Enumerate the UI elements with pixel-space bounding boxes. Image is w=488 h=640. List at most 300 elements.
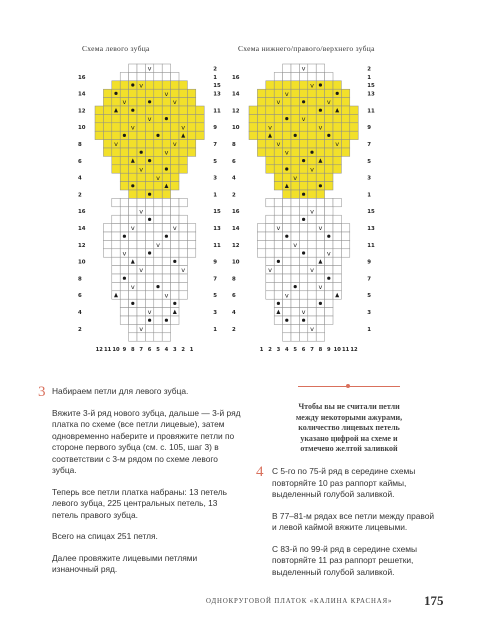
chart-cell bbox=[120, 156, 128, 164]
knit-dot-symbol bbox=[285, 319, 288, 322]
chart-cell bbox=[196, 131, 204, 139]
chart-cell bbox=[291, 198, 299, 206]
chart-cell bbox=[257, 140, 265, 148]
chart-cell bbox=[179, 232, 187, 240]
knit-v-symbol: v bbox=[310, 325, 314, 333]
chart-cell bbox=[137, 198, 145, 206]
chart-cell bbox=[316, 232, 324, 240]
chart-cell bbox=[299, 240, 307, 248]
page-number: 175 bbox=[424, 593, 444, 608]
knit-v-symbol: v bbox=[164, 89, 169, 98]
chart-cell bbox=[120, 123, 128, 131]
chart-cell bbox=[137, 156, 145, 164]
chart-cell bbox=[112, 274, 120, 282]
chart-cell bbox=[103, 114, 111, 122]
chart-cell bbox=[283, 140, 291, 148]
column-number: 7 bbox=[310, 347, 314, 354]
chart-cell bbox=[333, 274, 341, 282]
chart-cell bbox=[145, 140, 153, 148]
chart-cell bbox=[308, 232, 316, 240]
chart-cell bbox=[316, 140, 324, 148]
chart-cell bbox=[171, 72, 179, 80]
knit-dot-symbol bbox=[294, 285, 297, 288]
chart-cell bbox=[179, 224, 187, 232]
row-number-left: 2 bbox=[232, 192, 236, 199]
chart-cell bbox=[283, 190, 291, 198]
chart-cell bbox=[283, 198, 291, 206]
chart-cell bbox=[137, 123, 145, 131]
chart-cell bbox=[333, 148, 341, 156]
step-3-paragraph: Всего на спицах 251 петля. bbox=[52, 531, 158, 541]
knit-dot-symbol bbox=[165, 167, 168, 170]
row-number-right: 9 bbox=[367, 125, 371, 132]
chart-cell bbox=[283, 207, 291, 215]
chart-cell bbox=[112, 198, 120, 206]
chart-cell bbox=[145, 291, 153, 299]
chart-cell bbox=[325, 173, 333, 181]
chart-cell bbox=[137, 274, 145, 282]
chart-cell bbox=[112, 165, 120, 173]
chart-cell bbox=[179, 81, 187, 89]
chart-cell bbox=[145, 282, 153, 290]
knit-v-symbol: v bbox=[310, 207, 314, 216]
chart-cell bbox=[103, 148, 111, 156]
row-number-right: 15 bbox=[213, 209, 221, 216]
chart-cell bbox=[274, 173, 282, 181]
chart-cell bbox=[308, 89, 316, 97]
chart-cell bbox=[274, 215, 282, 223]
chart-cell bbox=[341, 224, 349, 232]
chart-cell bbox=[103, 131, 111, 139]
chart-cell bbox=[137, 215, 145, 223]
column-number: 1 bbox=[259, 347, 264, 354]
chart-cell bbox=[283, 308, 291, 316]
chart-cell bbox=[316, 98, 324, 106]
chart-cell bbox=[274, 156, 282, 164]
chart-cell bbox=[274, 72, 282, 80]
row-number-left: 4 bbox=[78, 175, 82, 182]
chart-cell bbox=[112, 232, 120, 240]
chart-cell bbox=[154, 316, 162, 324]
chart-cell bbox=[325, 106, 333, 114]
column-number: 5 bbox=[156, 347, 160, 354]
chart-cell bbox=[154, 299, 162, 307]
chart-cell bbox=[299, 282, 307, 290]
chart-cell bbox=[154, 140, 162, 148]
chart-cell bbox=[299, 198, 307, 206]
knit-v-symbol: v bbox=[130, 123, 135, 132]
chart-cell bbox=[291, 215, 299, 223]
chart-cell bbox=[308, 257, 316, 265]
knit-dot-symbol bbox=[327, 277, 330, 280]
chart-cell bbox=[308, 64, 316, 72]
column-number: 4 bbox=[164, 347, 169, 354]
knit-dot-symbol bbox=[285, 167, 288, 170]
chart-cell bbox=[333, 224, 341, 232]
chart-cell bbox=[291, 299, 299, 307]
chart-cell bbox=[299, 324, 307, 332]
knit-dot-symbol bbox=[148, 251, 151, 254]
row-number-right: 9 bbox=[367, 259, 371, 266]
column-number: 12 bbox=[350, 347, 358, 354]
row-number-left: 4 bbox=[232, 310, 236, 316]
chart-cell bbox=[333, 131, 341, 139]
chart-cell bbox=[129, 240, 137, 248]
chart-cell bbox=[162, 257, 170, 265]
knit-v-symbol: v bbox=[318, 123, 323, 132]
chart-cell bbox=[350, 131, 358, 139]
chart-cell bbox=[171, 215, 179, 223]
chart-cell bbox=[154, 190, 162, 198]
chart-cell bbox=[341, 232, 349, 240]
knit-dot-symbol bbox=[131, 109, 134, 112]
row-number-right: 9 bbox=[213, 259, 217, 266]
chart-cell bbox=[266, 240, 274, 248]
chart-cell bbox=[291, 316, 299, 324]
chart-cell bbox=[120, 291, 128, 299]
chart-cell bbox=[129, 324, 137, 332]
row-number-right: 1 bbox=[213, 326, 217, 333]
chart-cell bbox=[154, 249, 162, 257]
chart-cell bbox=[120, 240, 128, 248]
chart-cell bbox=[316, 131, 324, 139]
chart-cell bbox=[129, 207, 137, 215]
chart-cell bbox=[129, 291, 137, 299]
knit-dot-symbol bbox=[173, 260, 176, 263]
chart-cell bbox=[333, 232, 341, 240]
knit-v-symbol: v bbox=[301, 115, 306, 123]
row-number-right: 7 bbox=[213, 142, 217, 148]
column-number: 8 bbox=[318, 347, 323, 354]
knit-v-symbol: v bbox=[276, 98, 281, 107]
row-number-right: 2 bbox=[213, 66, 217, 73]
chart-cell bbox=[145, 123, 153, 131]
chart-cell bbox=[291, 81, 299, 89]
chart-cell bbox=[162, 274, 170, 282]
chart-cell bbox=[257, 98, 265, 106]
chart-cell bbox=[137, 232, 145, 240]
chart-cell bbox=[95, 131, 103, 139]
chart-cell bbox=[179, 198, 187, 206]
chart-cell bbox=[274, 123, 282, 131]
chart-cell bbox=[333, 198, 341, 206]
chart-cell bbox=[274, 240, 282, 248]
row-number-left: 2 bbox=[232, 326, 236, 333]
chart-cell bbox=[291, 64, 299, 72]
chart-cell bbox=[171, 240, 179, 248]
column-number: 7 bbox=[139, 347, 144, 354]
row-number-right: 1 bbox=[367, 192, 371, 199]
chart-cell bbox=[162, 198, 170, 206]
chart-cell bbox=[316, 165, 324, 173]
row-number-left: 6 bbox=[232, 293, 236, 300]
knit-v-symbol: v bbox=[139, 81, 144, 90]
chart-cell bbox=[299, 232, 307, 240]
row-number-left: 14 bbox=[78, 91, 86, 98]
knit-v-symbol: v bbox=[293, 241, 298, 249]
chart-cell bbox=[129, 190, 137, 198]
chart-cell bbox=[316, 308, 324, 316]
knit-dot-symbol bbox=[165, 319, 168, 322]
chart-cell bbox=[308, 240, 316, 248]
knit-dot-symbol bbox=[285, 235, 288, 238]
chart-cell bbox=[333, 156, 341, 164]
chart-cell bbox=[179, 156, 187, 164]
chart-cell bbox=[291, 207, 299, 215]
knit-v-symbol: v bbox=[147, 308, 152, 317]
chart-cell bbox=[291, 72, 299, 80]
chart-cell bbox=[196, 114, 204, 122]
chart-cell bbox=[171, 198, 179, 206]
chart-cell bbox=[154, 98, 162, 106]
chart-cell bbox=[171, 89, 179, 97]
chart-cell bbox=[299, 173, 307, 181]
row-number-right: 3 bbox=[213, 175, 217, 182]
chart-cell bbox=[120, 282, 128, 290]
knit-v-symbol: v bbox=[139, 266, 144, 275]
chart-cell bbox=[120, 308, 128, 316]
chart-cell bbox=[154, 81, 162, 89]
chart-cell bbox=[291, 308, 299, 316]
chart-cell bbox=[291, 249, 299, 257]
chart-cell bbox=[308, 123, 316, 131]
chart-cell bbox=[129, 316, 137, 324]
chart-cell bbox=[129, 148, 137, 156]
chart-cell bbox=[257, 106, 265, 114]
chart-cell bbox=[145, 106, 153, 114]
chart-cell bbox=[137, 131, 145, 139]
chart-cell bbox=[154, 123, 162, 131]
chart-cell bbox=[325, 198, 333, 206]
row-number-right: 3 bbox=[367, 175, 371, 182]
row-number-left: 10 bbox=[78, 259, 86, 266]
chart-right-title: Схема нижнего/правого/верхнего зубца bbox=[238, 44, 375, 53]
chart-cell bbox=[179, 106, 187, 114]
chart-cell bbox=[171, 207, 179, 215]
column-number: 4 bbox=[284, 347, 289, 354]
chart-cell bbox=[196, 106, 204, 114]
row-number-right: 11 bbox=[367, 242, 375, 249]
knit-dot-symbol bbox=[165, 235, 168, 238]
chart-cell bbox=[308, 131, 316, 139]
row-number-right: 2 bbox=[367, 66, 371, 73]
chart-cell bbox=[154, 89, 162, 97]
chart-cell bbox=[274, 198, 282, 206]
chart-cell bbox=[316, 114, 324, 122]
chart-cell bbox=[341, 240, 349, 248]
row-number-left: 12 bbox=[78, 108, 86, 115]
chart-cell bbox=[325, 182, 333, 190]
row-number-right: 1 bbox=[213, 74, 217, 81]
chart-cell bbox=[308, 333, 316, 341]
column-number: 11 bbox=[341, 347, 350, 354]
chart-cell bbox=[308, 308, 316, 316]
chart-cell bbox=[266, 215, 274, 223]
chart-cell bbox=[162, 266, 170, 274]
chart-cell bbox=[316, 64, 324, 72]
knit-v-symbol: v bbox=[122, 98, 127, 107]
row-number-left: 12 bbox=[232, 108, 240, 115]
chart-cell bbox=[308, 190, 316, 198]
chart-cell bbox=[325, 308, 333, 316]
chart-cell bbox=[145, 274, 153, 282]
row-number-left: 6 bbox=[232, 158, 236, 165]
knit-dot-symbol bbox=[277, 302, 280, 305]
chart-cell bbox=[129, 64, 137, 72]
knit-v-symbol: v bbox=[114, 140, 118, 149]
chart-cell bbox=[162, 156, 170, 164]
chart-cell bbox=[325, 291, 333, 299]
chart-cell bbox=[103, 232, 111, 240]
chart-left-title: Схема левого зубца bbox=[82, 44, 150, 53]
chart-cell bbox=[162, 64, 170, 72]
column-number: 11 bbox=[103, 347, 112, 354]
knit-v-symbol: v bbox=[172, 98, 177, 107]
chart-cell bbox=[283, 249, 291, 257]
chart-cell bbox=[112, 215, 120, 223]
chart-cell bbox=[145, 240, 153, 248]
chart-cell bbox=[274, 274, 282, 282]
knit-v-symbol: v bbox=[318, 283, 323, 291]
column-number: 2 bbox=[268, 347, 272, 354]
chart-cell bbox=[291, 224, 299, 232]
chart-cell bbox=[257, 240, 265, 248]
chart-cell bbox=[325, 156, 333, 164]
chart-cell bbox=[283, 324, 291, 332]
chart-cell bbox=[341, 98, 349, 106]
knit-dot-symbol bbox=[148, 218, 151, 221]
knit-dot-symbol bbox=[148, 100, 151, 103]
chart-cell bbox=[299, 72, 307, 80]
knit-dot-symbol bbox=[114, 92, 117, 95]
chart-cell bbox=[283, 257, 291, 265]
chart-cell bbox=[316, 266, 324, 274]
chart-cell bbox=[112, 266, 120, 274]
chart-cell bbox=[274, 207, 282, 215]
chart-cell bbox=[145, 165, 153, 173]
chart-cell bbox=[283, 64, 291, 72]
chart-cell bbox=[154, 257, 162, 265]
chart-cell bbox=[162, 106, 170, 114]
chart-cell bbox=[341, 106, 349, 114]
chart-cell bbox=[333, 81, 341, 89]
chart-cell bbox=[120, 81, 128, 89]
chart-cell bbox=[145, 207, 153, 215]
chart-cell bbox=[162, 123, 170, 131]
chart-cell bbox=[137, 316, 145, 324]
chart-cell bbox=[308, 198, 316, 206]
row-number-right: 5 bbox=[367, 293, 371, 300]
chart-cell bbox=[325, 282, 333, 290]
chart-cell bbox=[316, 190, 324, 198]
chart-cell bbox=[145, 333, 153, 341]
chart-cell bbox=[308, 282, 316, 290]
chart-cell bbox=[266, 224, 274, 232]
chart-cell bbox=[145, 324, 153, 332]
chart-cell bbox=[333, 240, 341, 248]
chart-cell bbox=[187, 148, 195, 156]
chart-cell bbox=[179, 274, 187, 282]
chart-cell bbox=[308, 173, 316, 181]
chart-cell bbox=[316, 316, 324, 324]
chart-cell bbox=[291, 333, 299, 341]
step-4-paragraph: В 77–81-м рядах все петли между правой и левой каймой вяжите лицевыми. bbox=[272, 510, 435, 532]
chart-cell bbox=[137, 190, 145, 198]
chart-cell bbox=[308, 299, 316, 307]
chart-cell bbox=[129, 165, 137, 173]
chart-cell bbox=[129, 72, 137, 80]
row-number-left: 16 bbox=[232, 209, 240, 216]
chart-cell bbox=[187, 114, 195, 122]
chart-cell bbox=[179, 148, 187, 156]
chart-cell bbox=[274, 148, 282, 156]
chart-cell bbox=[112, 114, 120, 122]
chart-cell bbox=[120, 224, 128, 232]
row-number-right: 13 bbox=[367, 91, 375, 98]
chart-cell bbox=[120, 266, 128, 274]
chart-cell bbox=[112, 148, 120, 156]
chart-cell bbox=[299, 123, 307, 131]
chart-cell bbox=[333, 266, 341, 274]
knit-v-symbol: v bbox=[326, 249, 331, 258]
row-number-right: 9 bbox=[213, 125, 217, 132]
knit-dot-symbol bbox=[319, 302, 322, 305]
knit-v-symbol: v bbox=[139, 207, 144, 216]
chart-cell bbox=[154, 333, 162, 341]
row-number-right: 15 bbox=[213, 83, 221, 90]
chart-cell bbox=[129, 140, 137, 148]
knit-dot-symbol bbox=[319, 184, 322, 187]
chart-cell bbox=[129, 198, 137, 206]
chart-cell bbox=[179, 98, 187, 106]
chart-cell bbox=[95, 114, 103, 122]
chart-cell bbox=[316, 274, 324, 282]
chart-cell bbox=[308, 215, 316, 223]
chart-cell bbox=[137, 224, 145, 232]
chart-cell bbox=[266, 140, 274, 148]
knit-v-symbol: v bbox=[310, 165, 314, 174]
knit-dot-symbol bbox=[294, 134, 297, 137]
chart-cell bbox=[154, 224, 162, 232]
chart-cell bbox=[145, 299, 153, 307]
chart-cell bbox=[316, 215, 324, 223]
chart-cell bbox=[129, 89, 137, 97]
knit-dot-symbol bbox=[156, 285, 159, 288]
row-number-right: 1 bbox=[367, 74, 371, 81]
chart-cell bbox=[137, 299, 145, 307]
row-number-left: 6 bbox=[78, 293, 82, 300]
chart-cell bbox=[120, 198, 128, 206]
chart-cell bbox=[145, 89, 153, 97]
chart-cell bbox=[171, 182, 179, 190]
chart-cell bbox=[154, 64, 162, 72]
knit-v-symbol: v bbox=[276, 140, 281, 149]
chart-cell bbox=[103, 224, 111, 232]
chart-cell bbox=[308, 182, 316, 190]
chart-cell bbox=[274, 291, 282, 299]
row-number-left: 16 bbox=[232, 74, 240, 81]
column-number: 6 bbox=[301, 347, 306, 354]
step-4-paragraph: С 5-го по 75-й ряд в середине схемы повторяйте 10 раз раппорт каймы, выделенный голубой заливкой. bbox=[272, 466, 416, 499]
chart-cell bbox=[103, 140, 111, 148]
knit-v-symbol: v bbox=[284, 148, 289, 157]
knit-v-symbol: v bbox=[172, 140, 177, 149]
chart-cell bbox=[179, 215, 187, 223]
knit-dot-symbol bbox=[165, 117, 168, 120]
column-number: 12 bbox=[95, 347, 103, 354]
row-number-left: 14 bbox=[78, 226, 86, 232]
chart-cell bbox=[325, 123, 333, 131]
